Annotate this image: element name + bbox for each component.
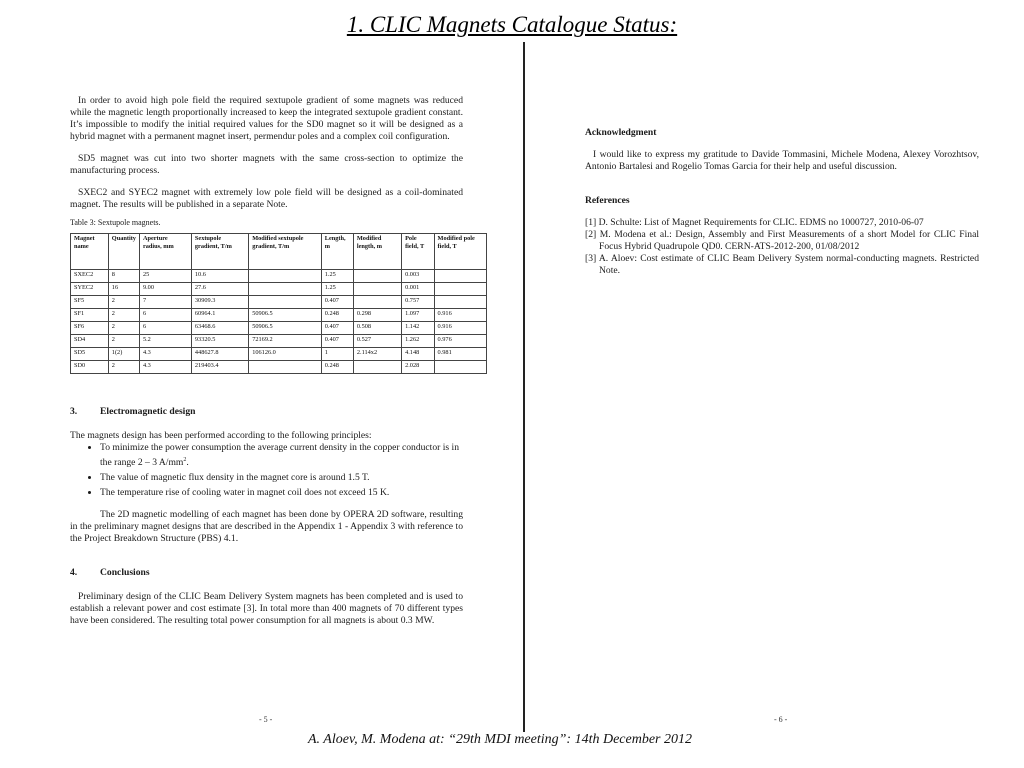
table-cell [434, 296, 486, 309]
references-heading: References [585, 195, 630, 206]
section-number: 4. [70, 567, 78, 579]
table-cell: 4.3 [139, 361, 191, 374]
table-cell: 0.527 [353, 335, 401, 348]
list-item [100, 442, 463, 469]
table-row [71, 361, 487, 374]
table-cell: SD0 [71, 361, 109, 374]
table-cell: 7 [139, 296, 191, 309]
paragraph-sextupole-gradient: In order to avoid high pole field the required sextupole gradient of some magnets was reduced while the magnetic length proportionally increased to keep the integrated sextupole gradient constant. It’s impossible to modify the initial required values for the SD0 magnet so it will be designed as a hybrid magnet with a permanent magnet insert, permendur poles and a complex coil configuration. [70, 95, 463, 142]
table-cell: 4.3 [139, 348, 191, 361]
bullet-end: . [186, 457, 189, 469]
table-cell: 16 [108, 283, 139, 296]
table-cell: 0.248 [321, 309, 353, 322]
list-item: [2] M. Modena et al.: Design, Assembly and First Measurements of a short Model for CLIC Final Focus Hybrid Quadrupole QD0. CERN-ATS-2012-200, 01/08/2012 [585, 229, 979, 252]
table-cell: 0.916 [434, 309, 486, 322]
table-cell: 0.001 [402, 283, 434, 296]
table-row [71, 322, 487, 335]
table-cell: 60964.1 [191, 309, 248, 322]
table-cell: 1.142 [402, 322, 434, 335]
table-cell: SF1 [71, 309, 109, 322]
table-cell: SD5 [71, 348, 109, 361]
acknowledgment-heading: Acknowledgment [585, 127, 657, 138]
page-divider [523, 42, 525, 732]
table-cell: 1.25 [321, 283, 353, 296]
table-cell: 93320.5 [191, 335, 248, 348]
section-3-intro: The magnets design has been performed according to the following principles: [70, 430, 372, 441]
right-page [585, 127, 979, 277]
table-cell: 2.114x2 [353, 348, 401, 361]
table-row [71, 335, 487, 348]
table-cell [249, 270, 322, 283]
table-cell: SD4 [71, 335, 109, 348]
header-quantity: Quantity [108, 234, 139, 270]
table-cell: 0.916 [434, 322, 486, 335]
table-cell: 9.00 [139, 283, 191, 296]
table-cell: 0.248 [321, 361, 353, 374]
paragraph-sd5: SD5 magnet was cut into two shorter magnets with the same cross-section to optimize the manufacturing process. [70, 153, 463, 176]
table-cell: SF5 [71, 296, 109, 309]
table-cell: 63468.6 [191, 322, 248, 335]
table-cell: 5.2 [139, 335, 191, 348]
header-length: Length, m [321, 234, 353, 270]
table-cell [434, 270, 486, 283]
table-cell: 0.407 [321, 322, 353, 335]
header-pole-field: Pole field, T [402, 234, 434, 270]
table-cell [353, 283, 401, 296]
table-cell [434, 283, 486, 296]
paragraph-sxec2: SXEC2 and SYEC2 magnet with extremely low pole field will be designed as a coil-dominated magnet. The results will be published in a separate Note. [70, 187, 463, 210]
references-list [585, 217, 979, 277]
table-cell [434, 361, 486, 374]
table-cell: 219403.4 [191, 361, 248, 374]
table-cell: SF6 [71, 322, 109, 335]
table-caption: Table 3: Sextupole magnets. [70, 218, 161, 227]
header-magnet-name: Magnet name [71, 234, 109, 270]
footer-citation: A. Aloev, M. Modena at: “29th MDI meeting”: 14th December 2012 [307, 732, 692, 747]
table-cell: 27.6 [191, 283, 248, 296]
page-number-right: - 6 - [774, 715, 788, 724]
table-cell: 1 [321, 348, 353, 361]
table-cell [249, 361, 322, 374]
header-sextupole-gradient: Sextupole gradient, T/m [191, 234, 248, 270]
list-item: [1] D. Schulte: List of Magnet Requirements for CLIC. EDMS no 1000727, 2010-06-07 [585, 217, 924, 228]
header-modified-pole-field: Modified pole field, T [434, 234, 486, 270]
table-cell: 0.757 [402, 296, 434, 309]
table-cell: 30909.3 [191, 296, 248, 309]
table-cell: 1(2) [108, 348, 139, 361]
table-row [71, 309, 487, 322]
table-cell: 0.003 [402, 270, 434, 283]
table-cell [353, 270, 401, 283]
table-cell: 10.6 [191, 270, 248, 283]
table-cell: 2 [108, 335, 139, 348]
section-number: 3. [70, 406, 78, 417]
section-title: Conclusions [100, 567, 150, 579]
conclusions-text: Preliminary design of the CLIC Beam Delivery System magnets has been completed and is used to establish a relevant power and cost estimate [3]. In total more than 400 magnets of 70 different types have been considered. The resulting total power consumption for all magnets is about 0.3 MW. [70, 591, 463, 627]
slide-title: 1. CLIC Magnets Catalogue Status: [346, 12, 678, 37]
superscript: 2 [183, 457, 187, 463]
table-cell: 25 [139, 270, 191, 283]
table-cell: 72169.2 [249, 335, 322, 348]
table-cell: 1.097 [402, 309, 434, 322]
table-cell: 50906.5 [249, 322, 322, 335]
table-row [71, 283, 487, 296]
table-cell: 0.976 [434, 335, 486, 348]
list-item: • The temperature rise of cooling water in magnet coil does not exceed 15 K. [100, 487, 463, 499]
header-modified-gradient: Modified sextupole gradient, T/m [249, 234, 322, 270]
table-cell: 50906.5 [249, 309, 322, 322]
table-cell: 0.407 [321, 296, 353, 309]
table-row [71, 296, 487, 309]
table-cell: 448627.8 [191, 348, 248, 361]
table-cell [353, 361, 401, 374]
section-3-closing: The 2D magnetic modelling of each magnet has been done by OPERA 2D software, resulting in the preliminary magnet designs that are described in the Appendix 1 - Appendix 3 with reference to the Project Breakdown Structure (PBS) 4.1. [70, 509, 463, 545]
table-cell [353, 296, 401, 309]
acknowledgment-text: I would like to express my gratitude to Davide Tommasini, Michele Modena, Alexey Vorozhtsov, Antonio Bartalesi and Rogelio Tomas Garcia for their help and useful discussion. [585, 149, 979, 172]
page-number-left: - 5 - [259, 715, 273, 724]
table-cell: SXEC2 [71, 270, 109, 283]
sextupole-table [70, 233, 487, 374]
table-cell: 2 [108, 296, 139, 309]
table-cell: 106126.0 [249, 348, 322, 361]
table-cell [249, 296, 322, 309]
header-aperture: Aperture radius, mm [139, 234, 191, 270]
table-cell: 2 [108, 322, 139, 335]
table-cell [249, 283, 322, 296]
table-cell: 0.981 [434, 348, 486, 361]
section-4-heading [70, 567, 463, 579]
table-cell: 2.028 [402, 361, 434, 374]
table-cell: 2 [108, 361, 139, 374]
bullet-text: To minimize the power consumption the average current density in the copper conductor is in the range 2 – 3 A/mm [100, 442, 459, 469]
table-cell: 0.407 [321, 335, 353, 348]
table-cell: 0.508 [353, 322, 401, 335]
table-cell: 0.298 [353, 309, 401, 322]
list-item: [3] A. Aloev: Cost estimate of CLIC Beam Delivery System normal-conducting magnets. Restricted Note. [585, 253, 979, 276]
table-cell: SYEC2 [71, 283, 109, 296]
table-cell: 1.25 [321, 270, 353, 283]
table-cell: 6 [139, 309, 191, 322]
table-cell: 4.148 [402, 348, 434, 361]
left-page [70, 95, 475, 627]
table-row [71, 270, 487, 283]
table-cell: 1.262 [402, 335, 434, 348]
table-cell: 8 [108, 270, 139, 283]
table-row [71, 348, 487, 361]
table-cell: 2 [108, 309, 139, 322]
section-title: Electromagnetic design [100, 406, 196, 417]
list-item: • The value of magnetic flux density in the magnet core is around 1.5 T. [100, 472, 463, 484]
table-cell: 6 [139, 322, 191, 335]
table-header-row [71, 234, 487, 270]
section-3-heading [70, 406, 463, 418]
principles-list [70, 442, 463, 499]
header-modified-length: Modified length, m [353, 234, 401, 270]
